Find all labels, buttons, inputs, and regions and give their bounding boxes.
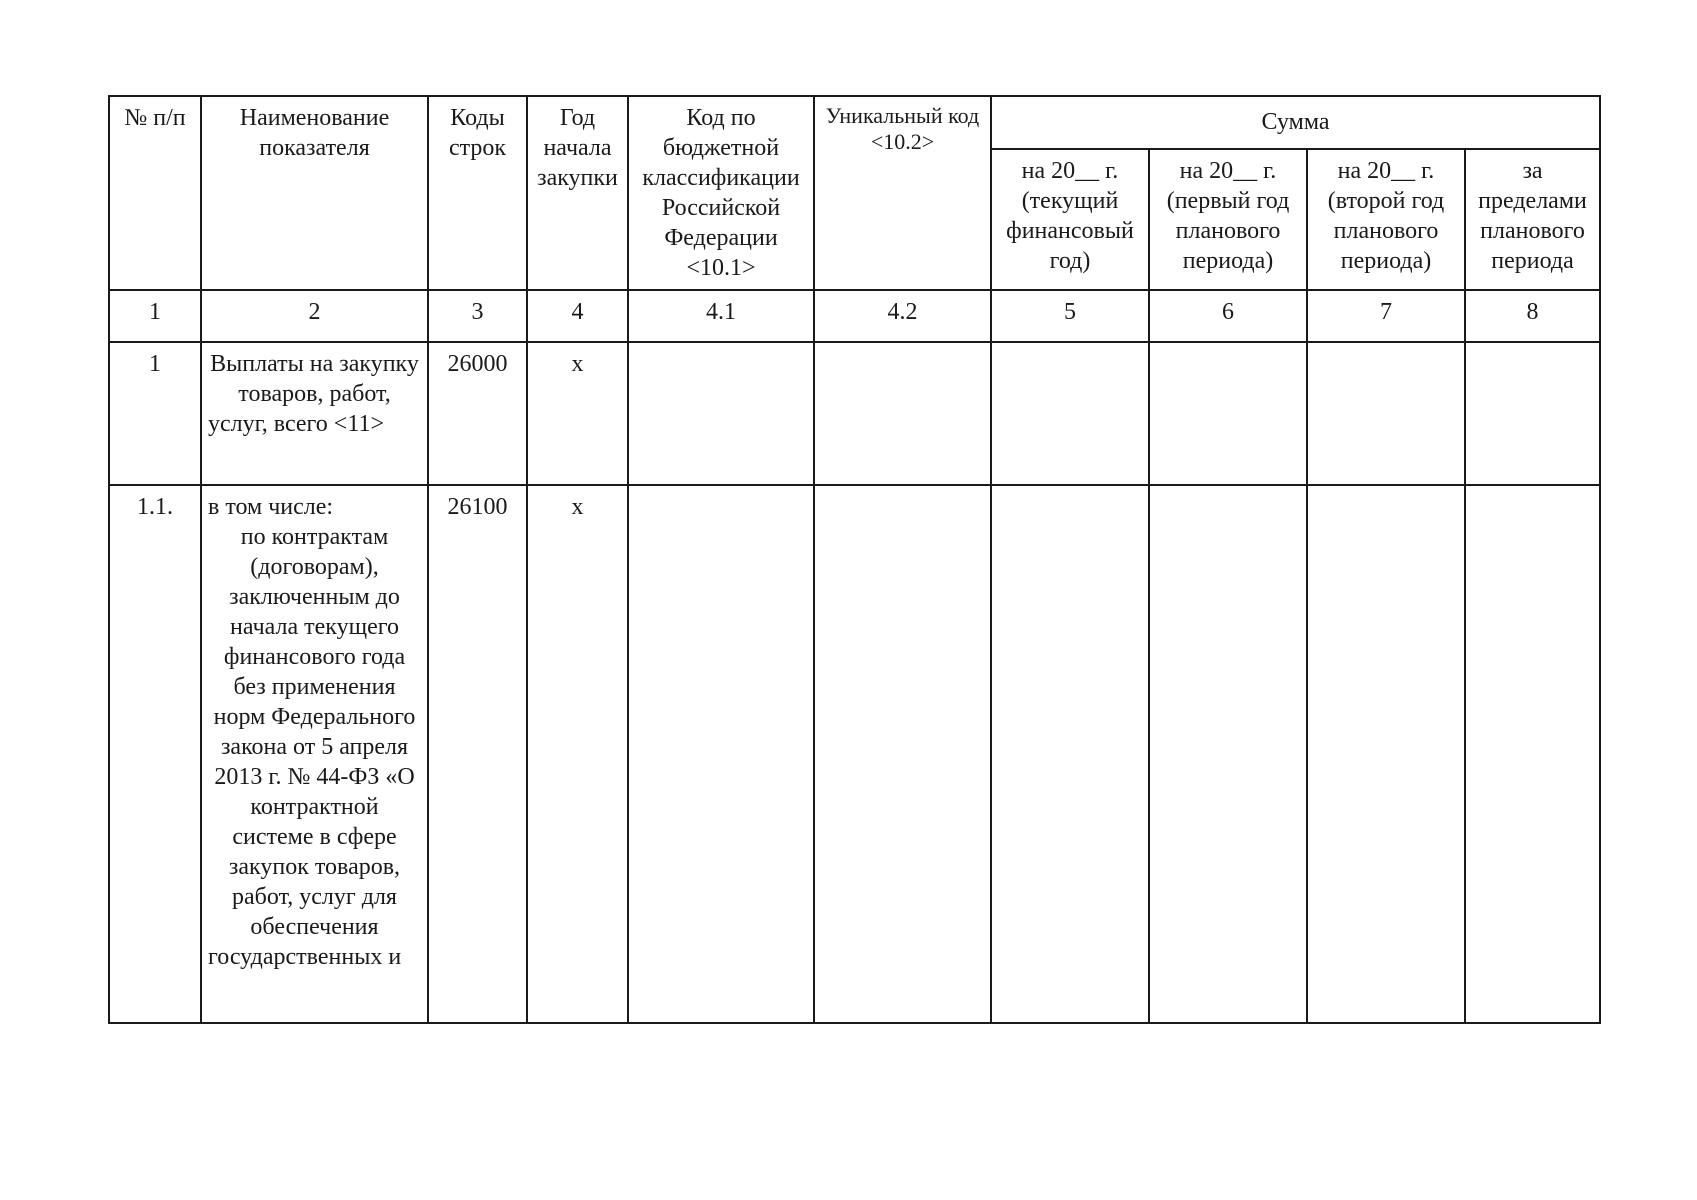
header-unique-code-label: Уникальный код <10.2> <box>825 103 980 154</box>
row-sum-beyond <box>1465 342 1600 485</box>
header-sum-second <box>1307 149 1465 290</box>
table-row <box>109 485 1600 1023</box>
header-sum-beyond <box>1465 149 1600 290</box>
row-name-text: по контрактам (договорам), заключенным до начала текущего финансового года без применения норм Федерального закона от 5 апреля 2013 г. № 44-ФЗ «О контрактной системе в сфере закупок товаров, работ, услуг для обеспечения государственных и <box>208 524 416 970</box>
header-budget-code <box>628 96 814 290</box>
header-sum-first-label: на 20__ г. (первый год планового периода) <box>1166 157 1290 274</box>
row-sum-second <box>1307 342 1465 485</box>
header-unique-code <box>814 96 991 290</box>
row-year: x <box>527 485 628 1023</box>
row-sum-first <box>1149 485 1307 1023</box>
header-name <box>201 96 428 290</box>
header-codes-label: Коды строк <box>448 105 507 161</box>
column-numbers-row <box>109 290 1600 342</box>
table-row <box>109 342 1600 485</box>
header-num <box>109 96 201 290</box>
row-sum-second <box>1307 485 1465 1023</box>
row-unique-code <box>814 342 991 485</box>
header-sum-current <box>991 149 1149 290</box>
row-code: 26000 <box>428 342 527 485</box>
row-sum-first <box>1149 342 1307 485</box>
column-number: 5 <box>991 290 1149 342</box>
column-number: 1 <box>109 290 201 342</box>
header-budget-code-label: Код по бюджетной классификации Российской Федерации <10.1> <box>642 105 800 281</box>
row-num: 1 <box>109 342 201 485</box>
header-year-label: Год начала закупки <box>537 105 618 191</box>
row-sum-current <box>991 485 1149 1023</box>
row-name: Выплаты на закупку товаров, работ, услуг, всего <11> <box>201 342 428 485</box>
row-name-intro: в том числе: <box>208 494 334 520</box>
header-row-top <box>109 96 1600 149</box>
header-num-label: № п/п <box>124 105 186 131</box>
header-sum-label: Сумма <box>1261 109 1330 136</box>
row-sum-current <box>991 342 1149 485</box>
column-number: 6 <box>1149 290 1307 342</box>
row-budget-code <box>628 342 814 485</box>
header-sum <box>991 96 1600 149</box>
row-budget-code <box>628 485 814 1023</box>
header-sum-second-label: на 20__ г. (второй год планового периода) <box>1327 157 1445 274</box>
header-name-label: Наименование показателя <box>239 105 390 161</box>
row-num: 1.1. <box>109 485 201 1023</box>
row-year: x <box>527 342 628 485</box>
row-code: 26100 <box>428 485 527 1023</box>
row-sum-beyond <box>1465 485 1600 1023</box>
header-sum-first <box>1149 149 1307 290</box>
row-unique-code <box>814 485 991 1023</box>
header-year <box>527 96 628 290</box>
header-sum-beyond-label: за пределами планового периода <box>1478 157 1587 274</box>
header-sum-current-label: на 20__ г. (текущий финансовый год) <box>1006 157 1134 274</box>
column-number: 2 <box>201 290 428 342</box>
header-codes <box>428 96 527 290</box>
column-number: 7 <box>1307 290 1465 342</box>
expenditure-table <box>108 95 1601 1024</box>
column-number: 4.2 <box>814 290 991 342</box>
row-name <box>201 485 428 1023</box>
column-number: 8 <box>1465 290 1600 342</box>
column-number: 3 <box>428 290 527 342</box>
column-number: 4 <box>527 290 628 342</box>
column-number: 4.1 <box>628 290 814 342</box>
